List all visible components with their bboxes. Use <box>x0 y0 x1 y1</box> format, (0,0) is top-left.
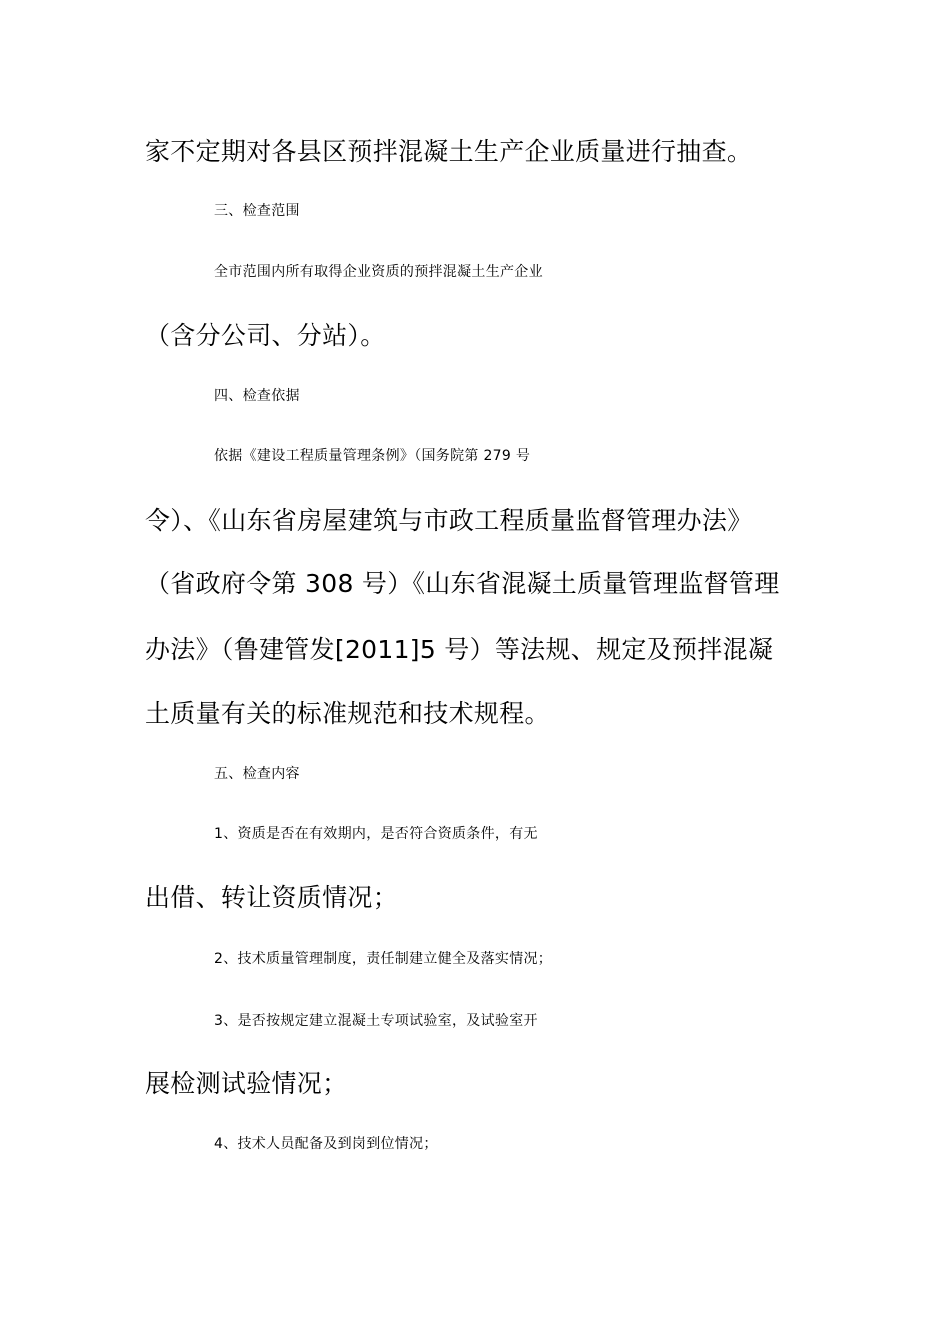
scope-paragraph-line-1: 全市范围内所有取得企业资质的预拌混凝土生产企业 <box>214 264 543 280</box>
content-item-3-line-2: 展检测试验情况； <box>145 1069 348 1098</box>
content-item-1-line-2: 出借、转让资质情况； <box>145 883 399 912</box>
content-item-1-line-1: 1、资质是否在有效期内，是否符合资质条件，有无 <box>214 826 538 842</box>
basis-paragraph-line-5: 土质量有关的标准规范和技术规程。 <box>145 699 550 728</box>
basis-paragraph-line-3: （省政府令第 308 号）《山东省混凝土质量管理监督管理 <box>145 569 780 598</box>
section-heading-scope: 三、检查范围 <box>214 203 300 219</box>
section-heading-basis: 四、检查依据 <box>214 388 300 404</box>
basis-paragraph-line-4: 办法》（鲁建管发[2011]5 号）等法规、规定及预拌混凝 <box>145 635 774 664</box>
scope-paragraph-line-2: （含分公司、分站）。 <box>145 321 386 350</box>
content-item-3-line-1: 3、是否按规定建立混凝土专项试验室，及试验室开 <box>214 1013 538 1029</box>
section-heading-content: 五、检查内容 <box>214 766 300 782</box>
basis-paragraph-line-2: 令）、《山东省房屋建筑与市政工程质量监督管理办法》 <box>145 506 753 535</box>
paragraph-continuation-line: 家不定期对各县区预拌混凝土生产企业质量进行抽查。 <box>145 137 753 166</box>
basis-paragraph-line-1: 依据《建设工程质量管理条例》（国务院第 279 号 <box>214 448 531 464</box>
content-item-4: 4、技术人员配备及到岗到位情况； <box>214 1136 438 1152</box>
content-item-2: 2、技术质量管理制度，责任制建立健全及落实情况； <box>214 951 553 967</box>
